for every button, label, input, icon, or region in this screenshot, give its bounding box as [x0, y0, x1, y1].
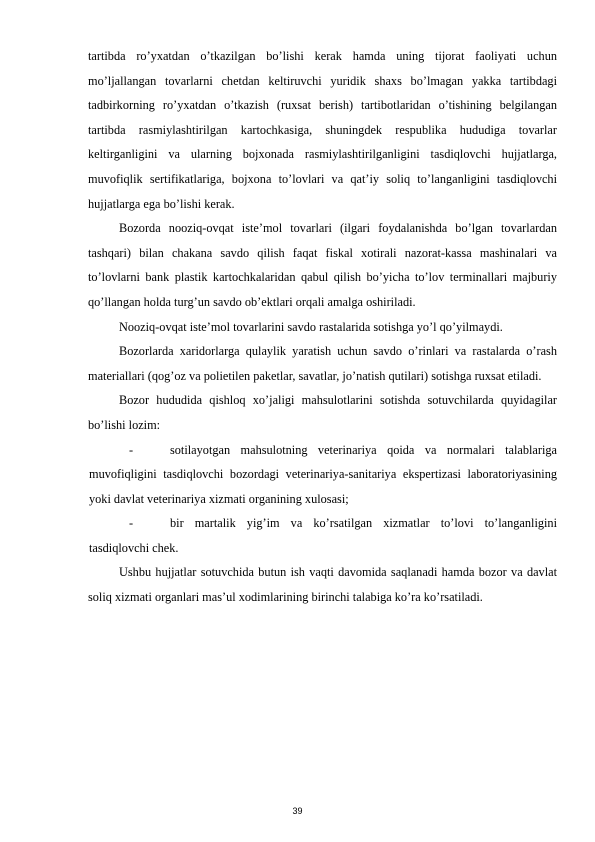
- bullet-item: [88, 438, 557, 512]
- page-number: 39: [292, 806, 303, 816]
- paragraph: Ushbu hujjatlar sotuvchida butun ish vaqti davomida saqlanadi hamda bozor va davlat soliq xizmati organlari mas’ul xodimlarining birinchi talabiga ko’ra ko’rsatiladi.: [88, 565, 557, 605]
- bullet-text: bir martalik yig’im va ko’rsatilgan xizmatlar to’lovi to’langanligini tasdiqlovchi chek.: [89, 516, 557, 555]
- paragraph: Bozorda nooziq-ovqat iste’mol tovarlari (ilgari foydalanishda bo’lgan tovarlardan tashqari) bilan chakana savdo qilish faqat fiskal xotirali nazorat-kassa mashinalari va to’lovlarni bank plastik kartochkalaridan qabul qilish bo’yicha to’lov terminallari majburiy qo’llangan holda turg’un savdo ob’ektlari orqali amalga oshiriladi.: [88, 221, 557, 309]
- paragraph: tartibda ro’yxatdan o’tkazilgan bo’lishi kerak hamda uning tijorat faoliyati uchun mo’ljallangan tovarlarni chetdan keltiruvchi yuridik shaxs bo’lmagan yakka tartibdagi tadbirkorning ro’yxatdan o’tkazish (ruxsat berish) tartibotlaridan o’tishining belgilangan tartibda rasmiylashtirilgan kartochkasiga, shuningdek respublika hududiga tovarlar keltirganligini va ularning bojxonada rasmiylashtirilganligini tasdiqlovchi hujjatlarga, muvofiqlik sertifikatlariga, bojxona to’lovlari va qat’iy soliq to’langanligini tasdiqlovchi hujjatlarga ega bo’lishi kerak.: [88, 49, 557, 211]
- paragraph: Bozor hududida qishloq xo’jaligi mahsulotlarini sotishda sotuvchilarda quyidagilar bo’lishi lozim:: [88, 393, 557, 432]
- bullet-dash: -: [129, 516, 134, 531]
- paragraph: Nooziq-ovqat iste’mol tovarlarini savdo rastalarida sotishga yo’l qo’yilmaydi.: [119, 319, 503, 334]
- bullet-dash: -: [129, 442, 134, 457]
- paragraph: Bozorlarda xaridorlarga qulaylik yaratish uchun savdo o’rinlari va rastalarda o’rash materiallari (qog’oz va polietilen paketlar, savatlar, jo’natish qutilari) sotishga ruxsat etiladi.: [88, 344, 557, 383]
- bullet-text: sotilayotgan mahsulotning veterinariya qoida va normalari talablariga muvofiqligini tasdiqlovchi bozordagi veterinariya-sanitariya ekspertizasi laboratoriyasining yoki davlat veterinariya xizmati organining xulosasi;: [89, 442, 557, 506]
- document-page: [88, 44, 557, 610]
- bullet-item: [88, 511, 557, 560]
